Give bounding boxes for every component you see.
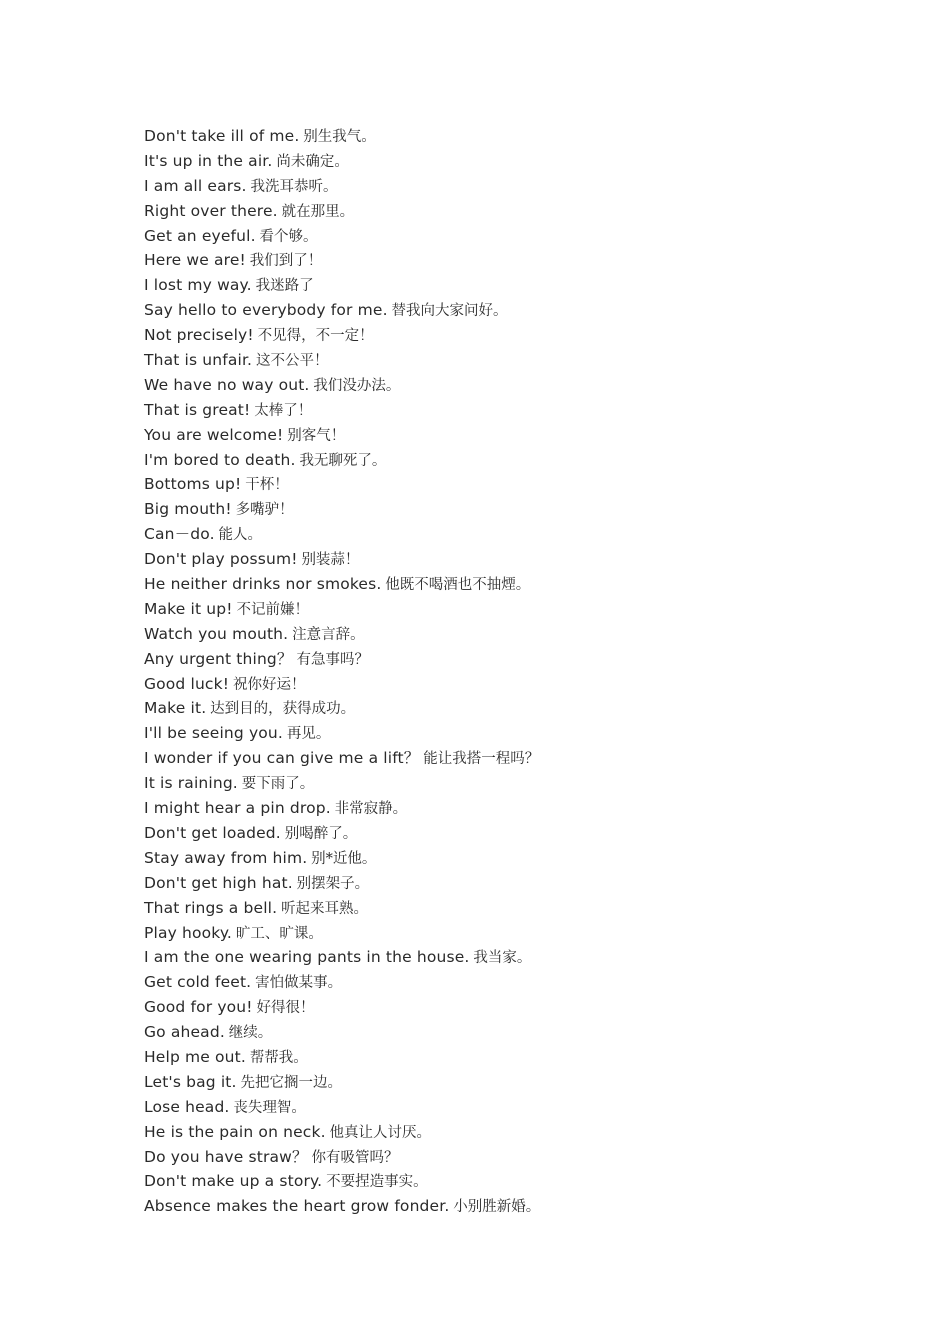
chinese-translation: 注意言辞。 bbox=[292, 626, 365, 643]
phrase-line bbox=[144, 696, 540, 721]
chinese-translation: 干杯！ bbox=[245, 477, 289, 494]
phrase-line bbox=[144, 1045, 540, 1070]
chinese-translation: 别摆架子。 bbox=[296, 875, 370, 892]
phrase-line bbox=[144, 1169, 540, 1194]
chinese-translation: 这不公平！ bbox=[256, 353, 329, 370]
phrase-line bbox=[144, 1095, 540, 1120]
phrase-line bbox=[144, 472, 540, 497]
english-phrase: Don't take ill of me. bbox=[144, 127, 300, 145]
english-phrase: Bottoms up! bbox=[144, 475, 242, 494]
chinese-translation: 别客气！ bbox=[287, 427, 346, 444]
chinese-translation: 替我向大家问好。 bbox=[391, 303, 508, 320]
english-phrase: Big mouth! bbox=[144, 500, 232, 519]
english-phrase: Right over there. bbox=[144, 201, 278, 220]
phrase-line bbox=[144, 995, 540, 1020]
english-phrase: He neither drinks nor smokes. bbox=[144, 575, 382, 594]
chinese-translation: 我们到了！ bbox=[249, 253, 323, 270]
english-phrase: Get an eyeful. bbox=[144, 226, 256, 245]
chinese-translation: 看个够。 bbox=[259, 228, 318, 245]
phrase-list bbox=[144, 124, 540, 1219]
phrase-line bbox=[144, 323, 540, 348]
chinese-translation: 我洗耳恭听。 bbox=[250, 178, 338, 195]
chinese-translation: 帮帮我。 bbox=[249, 1049, 308, 1066]
english-phrase: Good luck! bbox=[144, 674, 230, 693]
chinese-translation: 我迷路了 bbox=[255, 278, 314, 295]
english-phrase: Help me out. bbox=[144, 1047, 246, 1066]
english-phrase: Good for you! bbox=[144, 998, 253, 1017]
english-phrase: I am the one wearing pants in the house. bbox=[144, 948, 470, 967]
english-phrase: Here we are! bbox=[144, 251, 246, 270]
phrase-line bbox=[144, 1145, 540, 1170]
phrase-line bbox=[144, 921, 540, 946]
phrase-line bbox=[144, 348, 540, 373]
phrase-line bbox=[144, 448, 540, 473]
chinese-translation: 丧失理智。 bbox=[233, 1099, 306, 1116]
phrase-line bbox=[144, 1020, 540, 1045]
phrase-line bbox=[144, 846, 540, 871]
chinese-translation: 再见。 bbox=[286, 726, 331, 743]
phrase-line bbox=[144, 199, 540, 224]
phrase-line bbox=[144, 771, 540, 796]
english-phrase: He is the pain on neck. bbox=[144, 1122, 326, 1141]
phrase-line bbox=[144, 896, 540, 921]
phrase-line bbox=[144, 622, 540, 647]
phrase-line bbox=[144, 871, 540, 896]
phrase-line bbox=[144, 224, 540, 249]
chinese-translation: 先把它搁一边。 bbox=[240, 1074, 342, 1091]
english-phrase: Go ahead. bbox=[144, 1023, 225, 1042]
chinese-translation: 我们没办法。 bbox=[313, 377, 401, 394]
english-phrase: Absence makes the heart grow fonder. bbox=[144, 1197, 450, 1216]
phrase-line bbox=[144, 248, 540, 273]
chinese-translation: 别喝醉了。 bbox=[284, 825, 358, 842]
phrase-line bbox=[144, 149, 540, 174]
english-phrase: Can－do. bbox=[144, 525, 215, 544]
english-phrase: Not precisely! bbox=[144, 326, 254, 345]
phrase-line bbox=[144, 647, 540, 672]
phrase-line bbox=[144, 547, 540, 572]
phrase-line bbox=[144, 597, 540, 622]
phrase-line bbox=[144, 1070, 540, 1095]
english-phrase: I wonder if you can give me a lift？ bbox=[144, 749, 420, 768]
english-phrase: I might hear a pin drop. bbox=[144, 799, 331, 818]
chinese-translation: 他既不喝酒也不抽煙。 bbox=[385, 577, 531, 594]
phrase-line bbox=[144, 796, 540, 821]
phrase-line bbox=[144, 124, 540, 149]
english-phrase: Stay away from him. bbox=[144, 848, 308, 867]
phrase-line bbox=[144, 821, 540, 846]
chinese-translation: 他真让人讨厌。 bbox=[329, 1124, 432, 1141]
english-phrase: Make it. bbox=[144, 699, 207, 718]
phrase-line bbox=[144, 746, 540, 771]
chinese-translation: 就在那里。 bbox=[281, 203, 355, 220]
english-phrase: I am all ears. bbox=[144, 176, 247, 195]
chinese-translation: 有急事吗？ bbox=[296, 651, 369, 668]
phrase-line bbox=[144, 174, 540, 199]
chinese-translation: 你有吸管吗？ bbox=[311, 1149, 399, 1166]
chinese-translation: 听起来耳熟。 bbox=[281, 900, 369, 917]
english-phrase: Lose head. bbox=[144, 1097, 230, 1116]
phrase-line bbox=[144, 497, 540, 522]
phrase-line bbox=[144, 721, 540, 746]
chinese-translation: 旷工、旷课。 bbox=[235, 925, 323, 942]
english-phrase: That rings a bell. bbox=[144, 898, 278, 917]
chinese-translation: 达到目的，获得成功。 bbox=[210, 701, 356, 718]
phrase-line bbox=[144, 398, 540, 423]
english-phrase: Say hello to everybody for me. bbox=[144, 301, 388, 320]
english-phrase: Let's bag it. bbox=[144, 1072, 237, 1091]
phrase-line bbox=[144, 672, 540, 697]
english-phrase: You are welcome! bbox=[144, 425, 284, 444]
chinese-translation: 害怕做某事。 bbox=[255, 975, 343, 992]
phrase-line bbox=[144, 522, 540, 547]
phrase-line bbox=[144, 945, 540, 970]
english-phrase: I'll be seeing you. bbox=[144, 724, 283, 743]
phrase-line bbox=[144, 1194, 540, 1219]
english-phrase: Don't make up a story. bbox=[144, 1172, 323, 1191]
english-phrase: I'm bored to death. bbox=[144, 450, 296, 469]
english-phrase: Don't play possum! bbox=[144, 550, 298, 569]
english-phrase: We have no way out. bbox=[144, 375, 310, 394]
chinese-translation: 太棒了！ bbox=[254, 402, 313, 419]
english-phrase: It's up in the air. bbox=[144, 151, 273, 170]
english-phrase: That is unfair. bbox=[144, 351, 253, 370]
chinese-translation: 不要捏造事实。 bbox=[326, 1174, 428, 1191]
chinese-translation: 不见得，不一定！ bbox=[257, 328, 374, 345]
english-phrase: Do you have straw？ bbox=[144, 1147, 308, 1166]
chinese-translation: 不记前嫌！ bbox=[236, 601, 309, 618]
english-phrase: Get cold feet. bbox=[144, 973, 252, 992]
chinese-translation: 别装蒜！ bbox=[301, 552, 360, 569]
phrase-line bbox=[144, 373, 540, 398]
phrase-line bbox=[144, 273, 540, 298]
chinese-translation: 祝你好运！ bbox=[232, 676, 306, 693]
chinese-translation: 别*近他。 bbox=[311, 850, 377, 867]
english-phrase: Any urgent thing？ bbox=[144, 649, 293, 668]
chinese-translation: 继续。 bbox=[228, 1025, 273, 1042]
phrase-line bbox=[144, 1120, 540, 1145]
chinese-translation: 别生我气。 bbox=[303, 129, 376, 145]
chinese-translation: 我无聊死了。 bbox=[299, 452, 387, 469]
english-phrase: Watch you mouth. bbox=[144, 624, 289, 643]
english-phrase: Don't get high hat. bbox=[144, 873, 293, 892]
chinese-translation: 多嘴驴！ bbox=[235, 502, 294, 519]
phrase-line bbox=[144, 298, 540, 323]
english-phrase: That is great! bbox=[144, 400, 251, 419]
english-phrase: Don't get loaded. bbox=[144, 823, 281, 842]
english-phrase: Play hooky. bbox=[144, 923, 233, 942]
phrase-line bbox=[144, 970, 540, 995]
chinese-translation: 尚未确定。 bbox=[276, 153, 349, 170]
chinese-translation: 我当家。 bbox=[473, 950, 532, 967]
english-phrase: I lost my way. bbox=[144, 276, 252, 295]
phrase-line bbox=[144, 572, 540, 597]
chinese-translation: 好得很！ bbox=[256, 1000, 315, 1017]
phrase-line bbox=[144, 423, 540, 448]
chinese-translation: 能让我搭一程吗？ bbox=[423, 751, 540, 768]
chinese-translation: 小别胜新婚。 bbox=[453, 1199, 541, 1216]
chinese-translation: 能人。 bbox=[218, 527, 263, 544]
english-phrase: Make it up! bbox=[144, 599, 233, 618]
chinese-translation: 要下雨了。 bbox=[241, 776, 315, 793]
chinese-translation: 非常寂静。 bbox=[334, 801, 408, 818]
english-phrase: It is raining. bbox=[144, 774, 238, 793]
